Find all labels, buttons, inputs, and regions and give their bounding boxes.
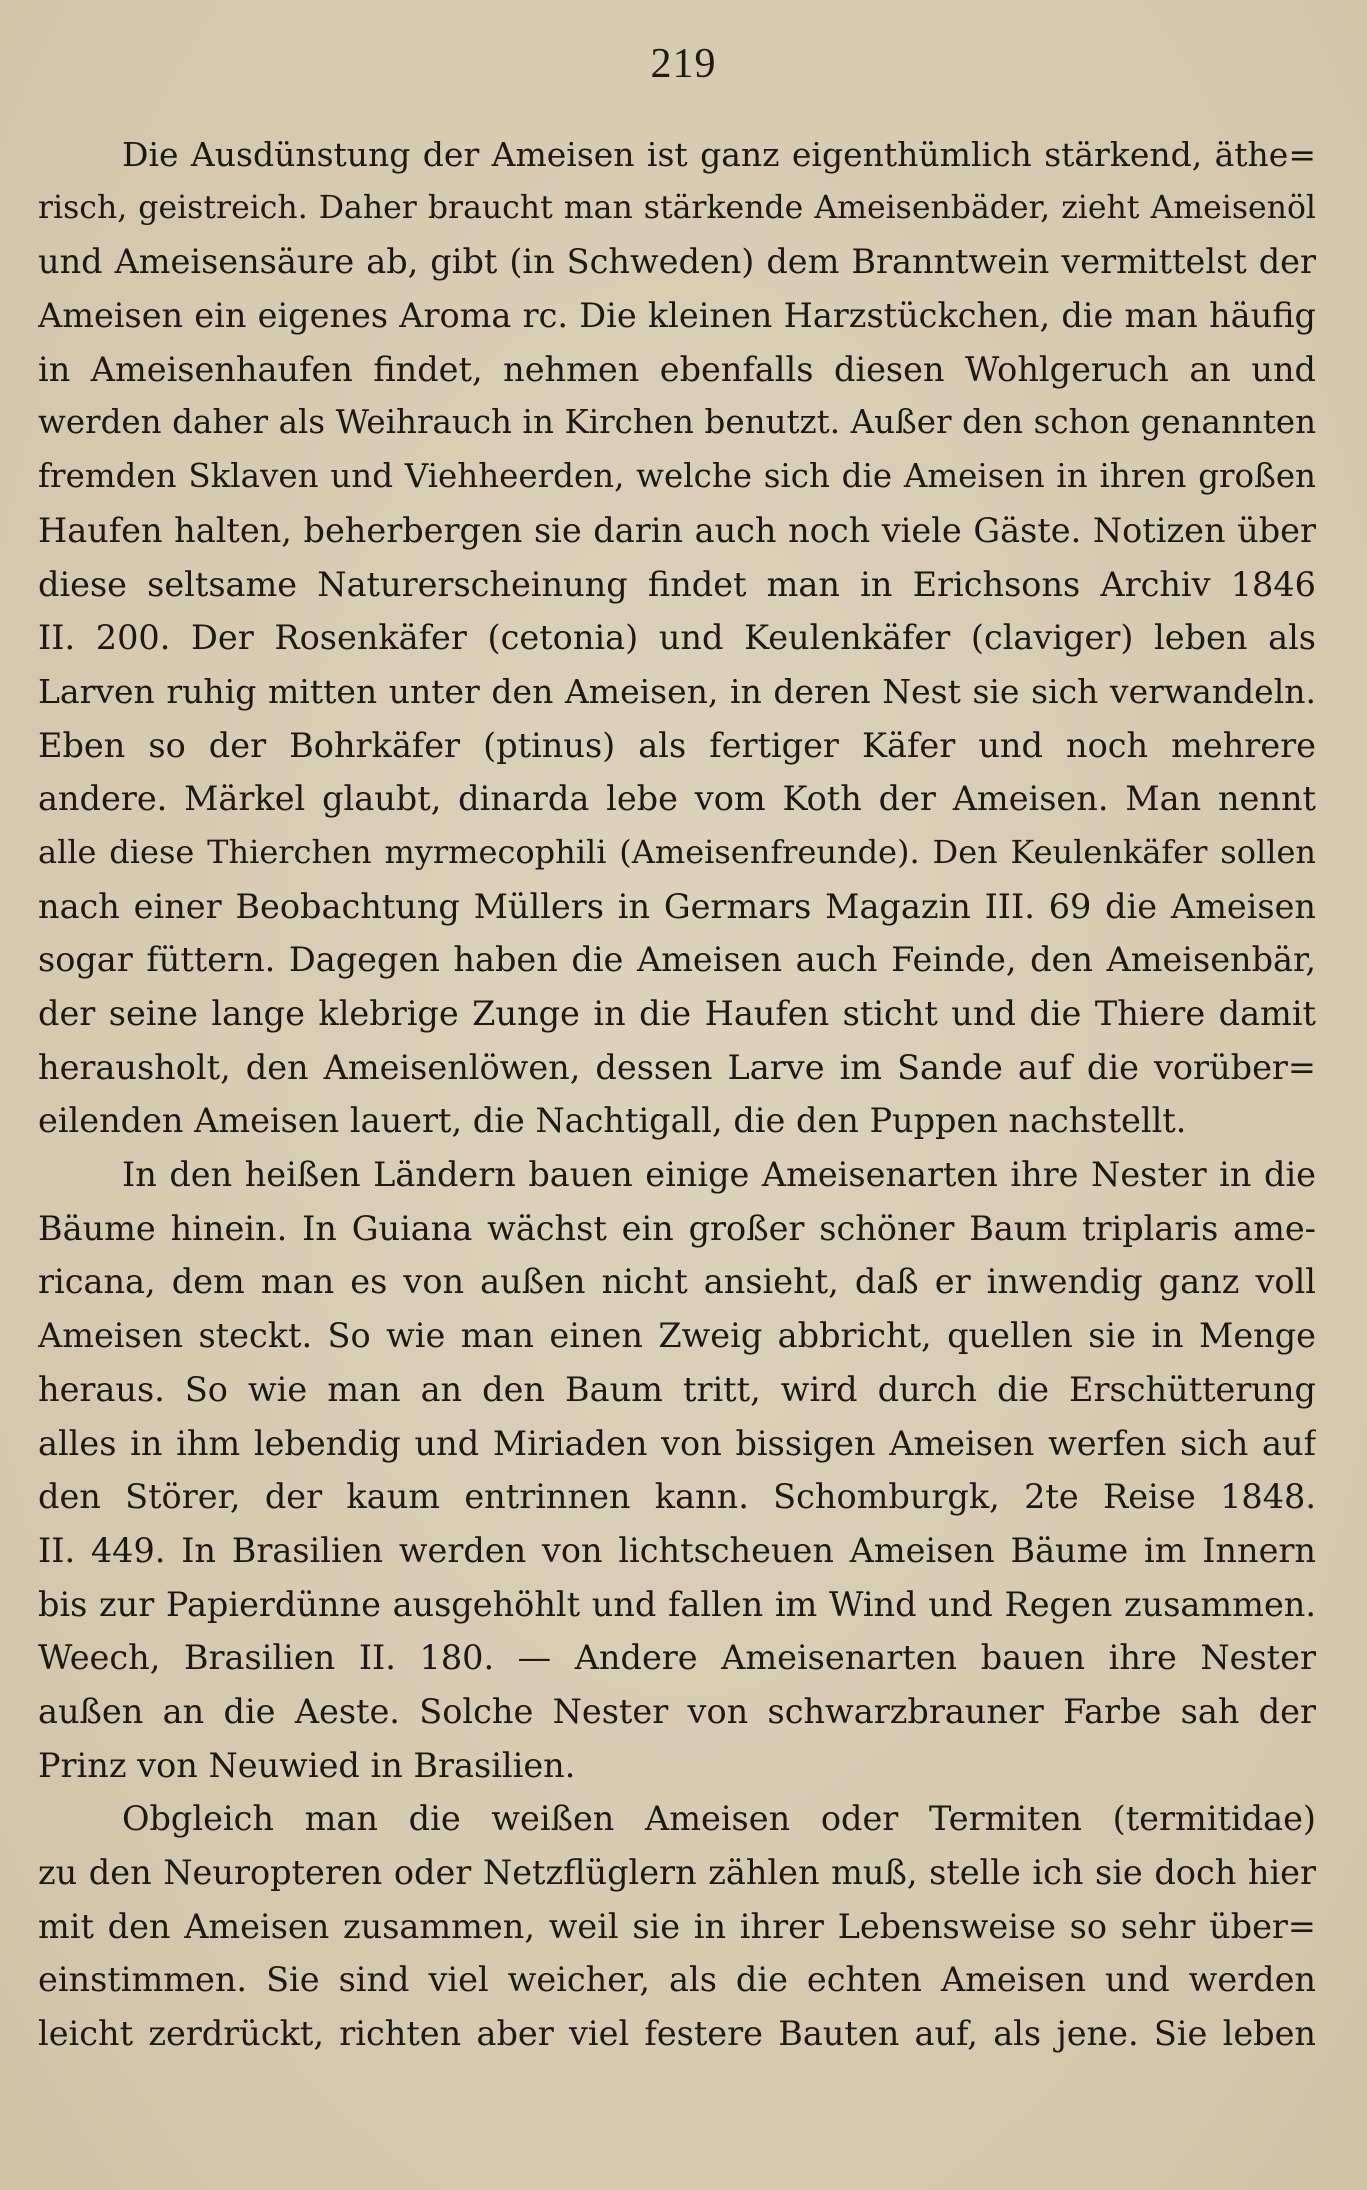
text-line: alle diese Thierchen myrmecophili (Ameisenfreunde). Den Keulenkäfer sollen [38, 832, 1316, 871]
text-line: II. 200. Der Rosenkäfer (cetonia) und Keulenkäfer (claviger) leben als [38, 618, 1316, 658]
text-line: Bäume hinein. In Guiana wächst ein großer schöner Baum triplaris ame- [38, 1208, 1316, 1248]
text-line: fremden Sklaven und Viehheerden, welche sich die Ameisen in ihren großen [38, 457, 1316, 496]
text-line: bis zur Papierdünne ausgehöhlt und fallen im Wind und Regen zusammen. [38, 1584, 1316, 1624]
paragraph-1 [38, 128, 1316, 1148]
text-line: heraus. So wie man an den Baum tritt, wird durch die Erschütterung [38, 1369, 1316, 1409]
text-line: Prinz von Neuwied in Brasilien. [38, 1745, 576, 1785]
text-line: in Ameisenhaufen findet, nehmen ebenfalls diesen Wohlgeruch an und [38, 349, 1316, 389]
text-line: Weech, Brasilien II. 180. — Andere Ameisenarten bauen ihre Nester [38, 1638, 1316, 1678]
text-line: zu den Neuropteren oder Netzflüglern zählen muß, stelle ich sie doch hier [38, 1853, 1316, 1892]
text-line: eilenden Ameisen lauert, die Nachtigall, die den Puppen nachstellt. [38, 1101, 1187, 1141]
text-line: Haufen halten, beherbergen sie darin auch noch viele Gäste. Notizen über [38, 510, 1316, 550]
text-line: In den heißen Ländern bauen einige Ameisenarten ihre Nester in die [122, 1155, 1316, 1195]
text-line: sogar füttern. Dagegen haben die Ameisen auch Feinde, den Ameisenbär, [38, 940, 1316, 980]
paragraph-3 [38, 1792, 1316, 2060]
text-line: herausholt, den Ameisenlöwen, dessen Larve im Sande auf die vorüber= [38, 1047, 1316, 1087]
text-line: mit den Ameisen zusammen, weil sie in ihrer Lebensweise so sehr über= [38, 1906, 1316, 1946]
text-line: den Störer, der kaum entrinnen kann. Schomburgk, 2te Reise 1848. [38, 1477, 1316, 1517]
page-number: 219 [650, 41, 717, 87]
text-line: Die Ausdünstung der Ameisen ist ganz eigenthümlich stärkend, äthe= [122, 135, 1316, 174]
text-line: Ameisen ein eigenes Aroma rc. Die kleinen Harzstückchen, die man häufig [38, 296, 1316, 336]
text-line: Larven ruhig mitten unter den Ameisen, in deren Nest sie sich verwandeln. [38, 671, 1316, 711]
text-line: nach einer Beobachtung Müllers in Germars Magazin III. 69 die Ameisen [38, 886, 1316, 926]
text-line: Obgleich man die weißen Ameisen oder Termiten (termitidae) [122, 1799, 1316, 1839]
paragraph-2 [38, 1148, 1316, 1792]
text-line: diese seltsame Naturerscheinung findet man in Erichsons Archiv 1846 [38, 564, 1316, 604]
text-line: ricana, dem man es von außen nicht ansieht, daß er inwendig ganz voll [38, 1262, 1316, 1302]
text-line: Ameisen steckt. So wie man einen Zweig abbricht, quellen sie in Menge [38, 1316, 1316, 1356]
body-text [38, 128, 1316, 2061]
text-line: und Ameisensäure ab, gibt (in Schweden) dem Branntwein vermittelst der [38, 242, 1316, 282]
text-line: einstimmen. Sie sind viel weicher, als die echten Ameisen und werden [38, 1960, 1316, 2000]
text-line: andere. Märkel glaubt, dinarda lebe vom Koth der Ameisen. Man nennt [38, 779, 1316, 819]
text-line: Eben so der Bohrkäfer (ptinus) als fertiger Käfer und noch mehrere [38, 725, 1316, 765]
text-line: alles in ihm lebendig und Miriaden von bissigen Ameisen werfen sich auf [38, 1423, 1316, 1463]
text-line: außen an die Aeste. Solche Nester von schwarzbrauner Farbe sah der [38, 1691, 1316, 1731]
text-line: leicht zerdrückt, richten aber viel festere Bauten auf, als jene. Sie leben [38, 2014, 1316, 2054]
text-line: risch, geistreich. Daher braucht man stärkende Ameisenbäder, zieht Ameisenöl [38, 189, 1316, 226]
text-line: werden daher als Weihrauch in Kirchen benutzt. Außer den schon genannten [38, 403, 1316, 442]
text-line: II. 449. In Brasilien werden von lichtscheuen Ameisen Bäume im Innern [38, 1530, 1316, 1570]
text-line: der seine lange klebrige Zunge in die Haufen sticht und die Thiere damit [38, 994, 1316, 1033]
